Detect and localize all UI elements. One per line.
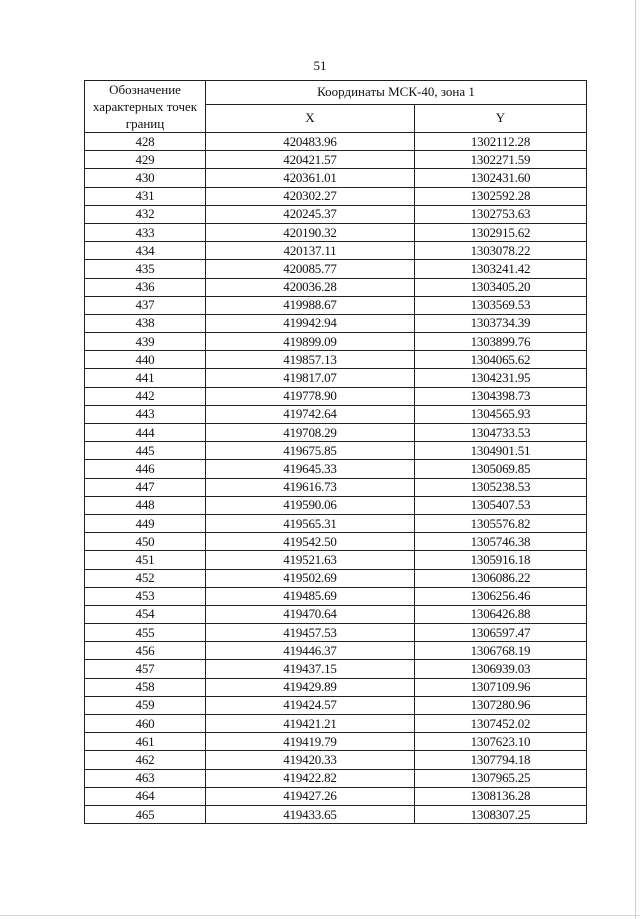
x-coordinate-cell: 419742.64	[206, 405, 415, 423]
point-id-cell: 437	[85, 296, 206, 314]
point-id-cell: 452	[85, 569, 206, 587]
x-coordinate-cell: 420483.96	[206, 133, 415, 151]
y-coordinate-cell: 1303899.76	[415, 333, 587, 351]
x-coordinate-cell: 419422.82	[206, 769, 415, 787]
point-id-cell: 449	[85, 514, 206, 532]
point-id-cell: 431	[85, 187, 206, 205]
x-coordinate-cell: 419645.33	[206, 460, 415, 478]
x-coordinate-cell: 419778.90	[206, 387, 415, 405]
x-coordinate-cell: 419420.33	[206, 751, 415, 769]
y-coordinate-cell: 1302592.28	[415, 187, 587, 205]
x-coordinate-cell: 419988.67	[206, 296, 415, 314]
x-coordinate-cell: 419521.63	[206, 551, 415, 569]
x-coordinate-cell: 419942.94	[206, 314, 415, 332]
x-coordinate-cell: 419590.06	[206, 496, 415, 514]
x-coordinate-cell: 419899.09	[206, 333, 415, 351]
table-row	[85, 805, 587, 823]
y-coordinate-cell: 1307794.18	[415, 751, 587, 769]
table-row	[85, 478, 587, 496]
point-id-cell: 454	[85, 605, 206, 623]
y-coordinate-cell: 1307965.25	[415, 769, 587, 787]
y-coordinate-cell: 1305238.53	[415, 478, 587, 496]
y-coordinate-cell: 1303569.53	[415, 296, 587, 314]
y-coordinate-cell: 1306768.19	[415, 642, 587, 660]
table-row	[85, 587, 587, 605]
point-id-cell: 465	[85, 805, 206, 823]
y-coordinate-cell: 1303078.22	[415, 242, 587, 260]
point-id-cell: 443	[85, 405, 206, 423]
point-id-cell: 434	[85, 242, 206, 260]
y-coordinate-cell: 1306426.88	[415, 605, 587, 623]
header-coordinate-system: Координаты МСК-40, зона 1	[206, 81, 587, 105]
point-id-cell: 455	[85, 624, 206, 642]
table-row	[85, 769, 587, 787]
x-coordinate-cell: 419565.31	[206, 514, 415, 532]
point-id-cell: 444	[85, 424, 206, 442]
table-row	[85, 278, 587, 296]
point-id-cell: 464	[85, 787, 206, 805]
x-coordinate-cell: 420085.77	[206, 260, 415, 278]
table-row	[85, 751, 587, 769]
y-coordinate-cell: 1307109.96	[415, 678, 587, 696]
point-id-cell: 441	[85, 369, 206, 387]
x-coordinate-cell: 419542.50	[206, 533, 415, 551]
x-coordinate-cell: 420137.11	[206, 242, 415, 260]
y-coordinate-cell: 1305916.18	[415, 551, 587, 569]
table-row	[85, 514, 587, 532]
x-coordinate-cell: 419470.64	[206, 605, 415, 623]
table-row	[85, 696, 587, 714]
x-coordinate-cell: 419437.15	[206, 660, 415, 678]
x-coordinate-cell: 419433.65	[206, 805, 415, 823]
point-id-cell: 461	[85, 733, 206, 751]
coordinates-table	[84, 80, 587, 824]
x-coordinate-cell: 420302.27	[206, 187, 415, 205]
y-coordinate-cell: 1305576.82	[415, 514, 587, 532]
table-row	[85, 169, 587, 187]
table-row	[85, 569, 587, 587]
x-coordinate-cell: 419708.29	[206, 424, 415, 442]
y-coordinate-cell: 1306939.03	[415, 660, 587, 678]
y-coordinate-cell: 1304901.51	[415, 442, 587, 460]
point-id-cell: 460	[85, 715, 206, 733]
table-row	[85, 369, 587, 387]
y-coordinate-cell: 1305069.85	[415, 460, 587, 478]
x-coordinate-cell: 419429.89	[206, 678, 415, 696]
y-coordinate-cell: 1304231.95	[415, 369, 587, 387]
point-id-cell: 429	[85, 151, 206, 169]
point-id-cell: 445	[85, 442, 206, 460]
y-coordinate-cell: 1302915.62	[415, 223, 587, 241]
x-coordinate-cell: 419421.21	[206, 715, 415, 733]
table-row	[85, 296, 587, 314]
point-id-cell: 428	[85, 133, 206, 151]
table-row	[85, 733, 587, 751]
x-coordinate-cell: 420361.01	[206, 169, 415, 187]
point-id-cell: 439	[85, 333, 206, 351]
point-id-cell: 438	[85, 314, 206, 332]
point-id-cell: 442	[85, 387, 206, 405]
y-coordinate-cell: 1303405.20	[415, 278, 587, 296]
x-coordinate-cell: 419857.13	[206, 351, 415, 369]
table-row	[85, 223, 587, 241]
x-coordinate-cell: 420036.28	[206, 278, 415, 296]
table-row	[85, 387, 587, 405]
x-coordinate-cell: 419485.69	[206, 587, 415, 605]
header-row-top	[85, 81, 587, 105]
table-header	[85, 81, 587, 133]
table-row	[85, 496, 587, 514]
table-row	[85, 333, 587, 351]
point-id-cell: 457	[85, 660, 206, 678]
x-coordinate-cell: 419616.73	[206, 478, 415, 496]
header-y: Y	[415, 104, 587, 132]
x-coordinate-cell: 420421.57	[206, 151, 415, 169]
table-row	[85, 205, 587, 223]
table-row	[85, 624, 587, 642]
point-id-cell: 430	[85, 169, 206, 187]
scan-edge-right	[635, 0, 636, 919]
x-coordinate-cell: 419675.85	[206, 442, 415, 460]
x-coordinate-cell: 419446.37	[206, 642, 415, 660]
point-id-cell: 433	[85, 223, 206, 241]
table-row	[85, 787, 587, 805]
y-coordinate-cell: 1305746.38	[415, 533, 587, 551]
y-coordinate-cell: 1307452.02	[415, 715, 587, 733]
x-coordinate-cell: 420190.32	[206, 223, 415, 241]
point-id-cell: 448	[85, 496, 206, 514]
table-row	[85, 642, 587, 660]
y-coordinate-cell: 1302753.63	[415, 205, 587, 223]
table-row	[85, 260, 587, 278]
x-coordinate-cell: 419424.57	[206, 696, 415, 714]
y-coordinate-cell: 1304733.53	[415, 424, 587, 442]
table-row	[85, 442, 587, 460]
y-coordinate-cell: 1305407.53	[415, 496, 587, 514]
x-coordinate-cell: 419817.07	[206, 369, 415, 387]
header-x: X	[206, 104, 415, 132]
y-coordinate-cell: 1306086.22	[415, 569, 587, 587]
point-id-cell: 446	[85, 460, 206, 478]
table-row	[85, 715, 587, 733]
table-row	[85, 678, 587, 696]
table-row	[85, 551, 587, 569]
table-row	[85, 151, 587, 169]
point-id-cell: 440	[85, 351, 206, 369]
point-id-cell: 450	[85, 533, 206, 551]
y-coordinate-cell: 1307280.96	[415, 696, 587, 714]
point-id-cell: 432	[85, 205, 206, 223]
point-id-cell: 456	[85, 642, 206, 660]
table-row	[85, 242, 587, 260]
x-coordinate-cell: 419457.53	[206, 624, 415, 642]
y-coordinate-cell: 1302112.28	[415, 133, 587, 151]
table-row	[85, 660, 587, 678]
y-coordinate-cell: 1308307.25	[415, 805, 587, 823]
point-id-cell: 459	[85, 696, 206, 714]
table-row	[85, 405, 587, 423]
table-row	[85, 187, 587, 205]
y-coordinate-cell: 1304398.73	[415, 387, 587, 405]
table-row	[85, 460, 587, 478]
point-id-cell: 462	[85, 751, 206, 769]
point-id-cell: 447	[85, 478, 206, 496]
y-coordinate-cell: 1306256.46	[415, 587, 587, 605]
y-coordinate-cell: 1304065.62	[415, 351, 587, 369]
point-id-cell: 453	[85, 587, 206, 605]
scan-edge-bottom	[0, 915, 640, 916]
x-coordinate-cell: 420245.37	[206, 205, 415, 223]
y-coordinate-cell: 1304565.93	[415, 405, 587, 423]
table-row	[85, 314, 587, 332]
table-row	[85, 533, 587, 551]
point-id-cell: 451	[85, 551, 206, 569]
table-row	[85, 351, 587, 369]
y-coordinate-cell: 1303734.39	[415, 314, 587, 332]
point-id-cell: 458	[85, 678, 206, 696]
y-coordinate-cell: 1302431.60	[415, 169, 587, 187]
y-coordinate-cell: 1308136.28	[415, 787, 587, 805]
y-coordinate-cell: 1306597.47	[415, 624, 587, 642]
table-row	[85, 424, 587, 442]
table-row	[85, 133, 587, 151]
x-coordinate-cell: 419427.26	[206, 787, 415, 805]
table-body	[85, 133, 587, 824]
x-coordinate-cell: 419419.79	[206, 733, 415, 751]
point-id-cell: 463	[85, 769, 206, 787]
y-coordinate-cell: 1302271.59	[415, 151, 587, 169]
page-number: 51	[313, 58, 327, 73]
y-coordinate-cell: 1307623.10	[415, 733, 587, 751]
point-id-cell: 435	[85, 260, 206, 278]
y-coordinate-cell: 1303241.42	[415, 260, 587, 278]
header-point-designation: Обозначение характерных точек границ	[85, 81, 206, 133]
point-id-cell: 436	[85, 278, 206, 296]
x-coordinate-cell: 419502.69	[206, 569, 415, 587]
table-row	[85, 605, 587, 623]
